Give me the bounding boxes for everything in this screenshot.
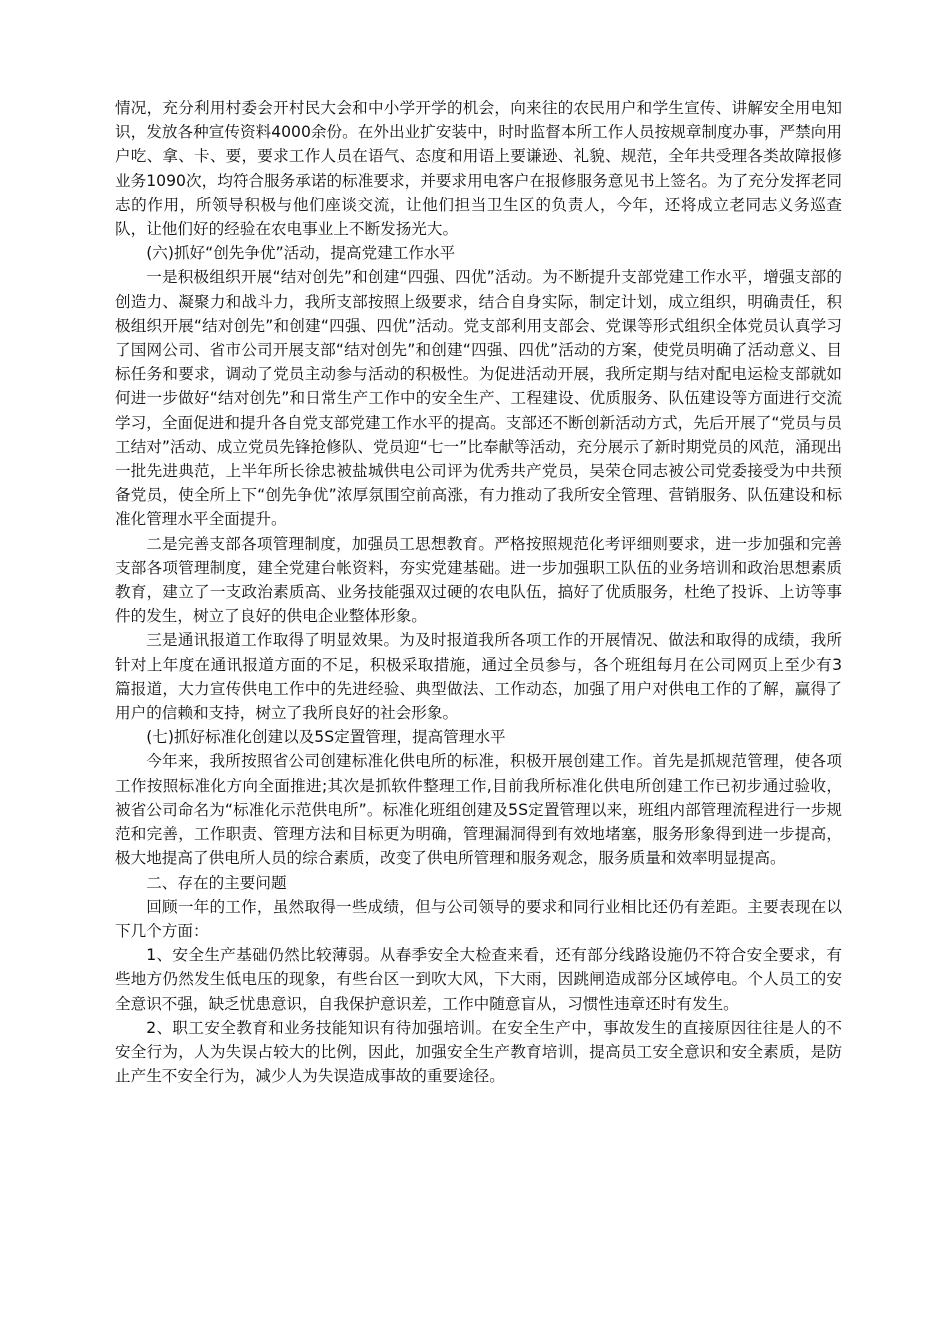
paragraph-standardization: 今年来，我所按照省公司创建标准化供电所的标准，积极开展创建工作。首先是抓规范管理，使各项工作按照标准化方向全面推进;其次是抓软件整理工作,目前我所标准化供电所创建工作已初步通过验收，被省公司命名为“标准化示范供电所”。标准化班组创建及5S定置管理以来，班组内部管理流程进行一步规范和完善，工作职责、管理方法和目标更为明确，管理漏洞得到有效地堵塞，服务形象得到进一步提高，极大地提高了供电所人员的综合素质，改变了供电所管理和服务观念，服务质量和效率明显提高。 (115, 752, 842, 868)
paragraph-problem-2: 2、职工安全教育和业务技能知识有待加强培训。在安全生产中，事故发生的直接原因往往是人的不安全行为，人为失误占较大的比例，因此，加强安全生产教育培训，提高员工安全意识和安全素质，是防止产生不安全行为，减少人为失误造成事故的重要途径。 (115, 1018, 842, 1086)
paragraph-management-system: 二是完善支部各项管理制度，加强员工思想教育。严格按照规范化考评细则要求，进一步加强和完善支部各项管理制度，建全党建台帐资料，夯实党建基础。进一步加强职工队伍的业务培训和政治思想素质教育，建立了一支政治素质高、业务技能强双过硬的农电队伍，搞好了优质服务，杜绝了投诉、上访等事件的发生，树立了良好的供电企业整体形象。 (115, 534, 842, 626)
document-page (115, 96, 842, 1088)
paragraph-party-activity: 一是积极组织开展“结对创先”和创建“四强、四优”活动。为不断提升支部党建工作水平，增强支部的创造力、凝聚力和战斗力，我所支部按照上级要求，结合自身实际，制定计划，成立组织，明确责任，积极组织开展“结对创先”和创建“四强、四优”活动。党支部利用支部会、党课等形式组织全体党员认真学习了国网公司、省市公司开展支部“结对创先”和创建“四强、四优”活动的方案，使党员明确了活动意义、目标任务和要求，调动了党员主动参与活动的积极性。为促进活动开展，我所定期与结对配电运检支部就如何进一步做好“结对创先”和日常生产工作中的安全生产、工程建设、优质服务、队伍建设等方面进行交流学习，全面促进和提升各自党支部党建工作水平的提高。支部还不断创新活动方式，先后开展了“党员与员工结对”活动、成立党员先锋抢修队、党员迎“七一”比奉献等活动，充分展示了新时期党员的风范，涌现出一批先进典范，上半年所长徐忠被盐城供电公司评为优秀共产党员，吴荣仓同志被公司党委接受为中共预备党员，使全所上下“创先争优”浓厚氛围空前高涨，有力推动了我所安全管理、营销服务、队伍建设和标准化管理水平全面提升。 (115, 268, 842, 529)
paragraph-continuation: 情况，充分利用村委会开村民大会和中小学开学的机会，向来往的农民用户和学生宣传、讲解安全用电知识，发放各种宣传资料4000余份。在外出业扩安装中，时时监督本所工作人员按规章制度办事，严禁向用户吃、拿、卡、要，要求工作人员在语气、态度和用语上要谦逊、礼貌、规范，全年共受理各类故障报修业务1090次，均符合服务承诺的标准要求，并要求用电客户在报修服务意见书上签名。为了充分发挥老同志的作用，所领导积极与他们座谈交流，让他们担当卫生区的负责人，今年，还将成立老同志义务巡查队，让他们好的经验在农电事业上不断发扬光大。 (115, 99, 842, 239)
section-heading-7: (七)抓好标准化创建以及5S定置管理，提高管理水平 (146, 728, 506, 747)
paragraph-reporting: 三是通讯报道工作取得了明显效果。为及时报道我所各项工作的开展情况、做法和取得的成绩，我所针对上年度在通讯报道方面的不足，积极采取措施，通过全员参与，各个班组每月在公司网页上至少有3篇报道，大力宣传供电工作中的先进经验、典型做法、工作动态，加强了用户对供电工作的了解，赢得了用户的信赖和支持，树立了我所良好的社会形象。 (115, 631, 842, 723)
paragraph-problem-1: 1、安全生产基础仍然比较薄弱。从春季安全大检查来看，还有部分线路设施仍不符合安全要求，有些地方仍然发生低电压的现象，有些台区一到吹大风，下大雨，因跳闸造成部分区域停电。个人员工的安全意识不强，缺乏忧患意识，自我保护意识差，工作中随意盲从，习惯性违章还时有发生。 (115, 946, 842, 1013)
section-heading-problems: 二、存在的主要问题 (146, 873, 287, 892)
section-heading-6: (六)抓好“创先争优”活动，提高党建工作水平 (146, 244, 456, 263)
paragraph-review: 回顾一年的工作，虽然取得一些成绩，但与公司领导的要求和同行业相比还仍有差距。主要表现在以下几个方面： (115, 897, 842, 940)
